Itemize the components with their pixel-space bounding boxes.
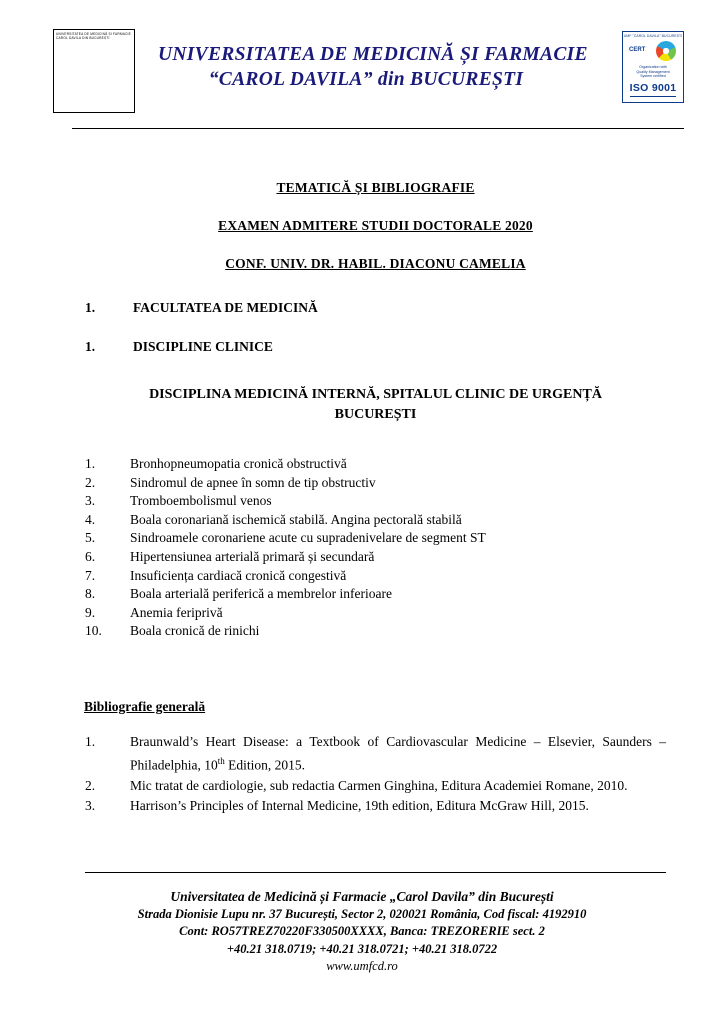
bibliography-number: 1. <box>85 733 96 749</box>
topic-number: 4. <box>85 511 96 527</box>
topic-item <box>85 455 666 474</box>
iso-badge-mark <box>623 39 683 65</box>
topic-number: 5. <box>85 530 96 546</box>
bibliography-list <box>85 733 666 816</box>
footer-phones: +40.21 318.0719; +40.21 318.0721; +40.21 318.0722 <box>226 941 498 956</box>
footer-university-name: Universitatea de Medicină și Farmacie „Carol Davila” din București <box>170 889 554 904</box>
footer-website: www.umfcd.ro <box>326 959 398 973</box>
topic-number: 3. <box>85 493 96 509</box>
iso-cert-text: CERT <box>629 47 646 53</box>
bibliography-item <box>85 797 666 816</box>
topic-item <box>85 492 666 511</box>
topic-text: Tromboembolismul venos <box>130 493 272 509</box>
document-title-tematica: TEMATICĂ ȘI BIBLIOGRAFIE <box>276 180 475 195</box>
bibliography-text <box>130 777 666 796</box>
topic-number: 8. <box>85 586 96 602</box>
document-body <box>85 180 666 818</box>
document-title-author: CONF. UNIV. DR. HABIL. DIACONU CAMELIA <box>225 256 526 271</box>
university-title <box>158 44 588 91</box>
topic-text: Sindroamele coronariene acute cu supradenivelare de segment ST <box>130 530 486 546</box>
bibliography-text-cont: Edition, 2015. <box>224 757 306 773</box>
bibliography-item <box>85 733 666 775</box>
discipline-heading-line1: DISCIPLINA MEDICINĂ INTERNĂ, SPITALUL CLINIC DE URGENȚĂ <box>149 387 602 402</box>
iso-org-line1: Organization with <box>639 65 667 69</box>
bibliography-number: 3. <box>85 798 96 814</box>
document-footer <box>40 888 684 976</box>
topic-item <box>85 511 666 530</box>
topic-text: Hipertensiunea arterială primară și secundară <box>130 548 375 564</box>
topic-item <box>85 548 666 567</box>
topic-number: 1. <box>85 456 96 471</box>
iso-divider <box>630 96 676 97</box>
section-faculty-label: FACULTATEA DE MEDICINĂ <box>133 300 318 315</box>
iso-certification-badge <box>622 31 684 103</box>
footer-divider <box>85 872 666 873</box>
topic-text: Boala cronică de rinichi <box>130 623 260 639</box>
topic-item <box>85 529 666 548</box>
section-faculty-number: 1. <box>85 300 96 315</box>
section-clinical-disciplines-number: 1. <box>85 339 96 354</box>
topic-text: Anemia feriprivă <box>130 604 223 620</box>
section-clinical-disciplines-label: DISCIPLINE CLINICE <box>133 339 273 354</box>
bibliography-number: 2. <box>85 777 96 793</box>
bibliography-superscript: th <box>217 755 225 766</box>
university-logo-placeholder <box>53 29 135 113</box>
university-title-line1: UNIVERSITATEA DE MEDICINĂ ȘI FARMACIE <box>158 44 588 65</box>
topics-list <box>85 455 666 641</box>
iso-standard-number: ISO 9001 <box>629 81 677 94</box>
topic-item <box>85 585 666 604</box>
footer-bank-account: Cont: RO57TREZ70220F330500XXXX, Banca: TREZORERIE sect. 2 <box>179 924 545 938</box>
topic-text: Bronhopneumopatia cronică obstructivă <box>130 456 347 471</box>
bibliography-text-main: Harrison’s Principles of Internal Medicine, 19th edition, Editura McGraw Hill, 2015. <box>130 798 589 814</box>
topic-text: Insuficiența cardiacă cronică congestivă <box>130 567 347 583</box>
topic-item <box>85 604 666 623</box>
document-header <box>48 26 684 122</box>
topic-number: 10. <box>85 623 102 639</box>
iso-org-line2: Quality Management <box>636 69 670 74</box>
discipline-heading <box>85 385 666 425</box>
document-title-examen: EXAMEN ADMITERE STUDII DOCTORALE 2020 <box>218 218 533 233</box>
bibliography-text-main: Braunwald’s Heart Disease: a Textbook of Cardiovascular Medicine – Elsevier, Saunders – Philadelphia, 10 <box>130 733 666 773</box>
topic-item <box>85 474 666 493</box>
topic-text: Boala coronariană ischemică stabilă. Angina pectorală stabilă <box>130 511 462 527</box>
iso-org-line3: System certified <box>640 74 666 79</box>
footer-address: Strada Dionisie Lupu nr. 37 București, Sector 2, 020021 România, Cod fiscal: 4192910 <box>137 906 587 921</box>
topic-number: 7. <box>85 567 96 583</box>
topic-item <box>85 622 666 641</box>
discipline-heading-line2: BUCUREȘTI <box>334 407 417 422</box>
topic-item <box>85 567 666 586</box>
bibliography-heading: Bibliografie generală <box>84 698 206 714</box>
topic-number: 2. <box>85 474 96 490</box>
topic-number: 9. <box>85 604 96 620</box>
university-logo-caption: UNIVERSITATEA DE MEDICINĂ ȘI FARMACIE CAROL DAVILA DIN BUCUREȘTI <box>56 32 131 40</box>
topic-text: Sindromul de apnee în somn de tip obstructiv <box>130 474 376 490</box>
bibliography-text <box>130 733 666 775</box>
section-clinical-disciplines <box>85 339 666 355</box>
bibliography-item <box>85 777 666 796</box>
header-divider <box>72 128 684 129</box>
topic-number: 6. <box>85 548 96 564</box>
topic-text: Boala arterială periferică a membrelor inferioare <box>130 586 392 602</box>
iso-swirl-icon <box>656 41 676 61</box>
bibliography-text <box>130 797 666 816</box>
bibliography-text-main: Mic tratat de cardiologie, sub redactia Carmen Ginghina, Editura Academiei Romane, 2010. <box>130 777 628 793</box>
section-faculty <box>85 300 666 316</box>
university-title-line2: “CAROL DAVILA” din BUCUREȘTI <box>208 69 524 90</box>
iso-badge-top-text: UMF "CAROL DAVILA" BUCUREȘTI <box>623 34 683 38</box>
